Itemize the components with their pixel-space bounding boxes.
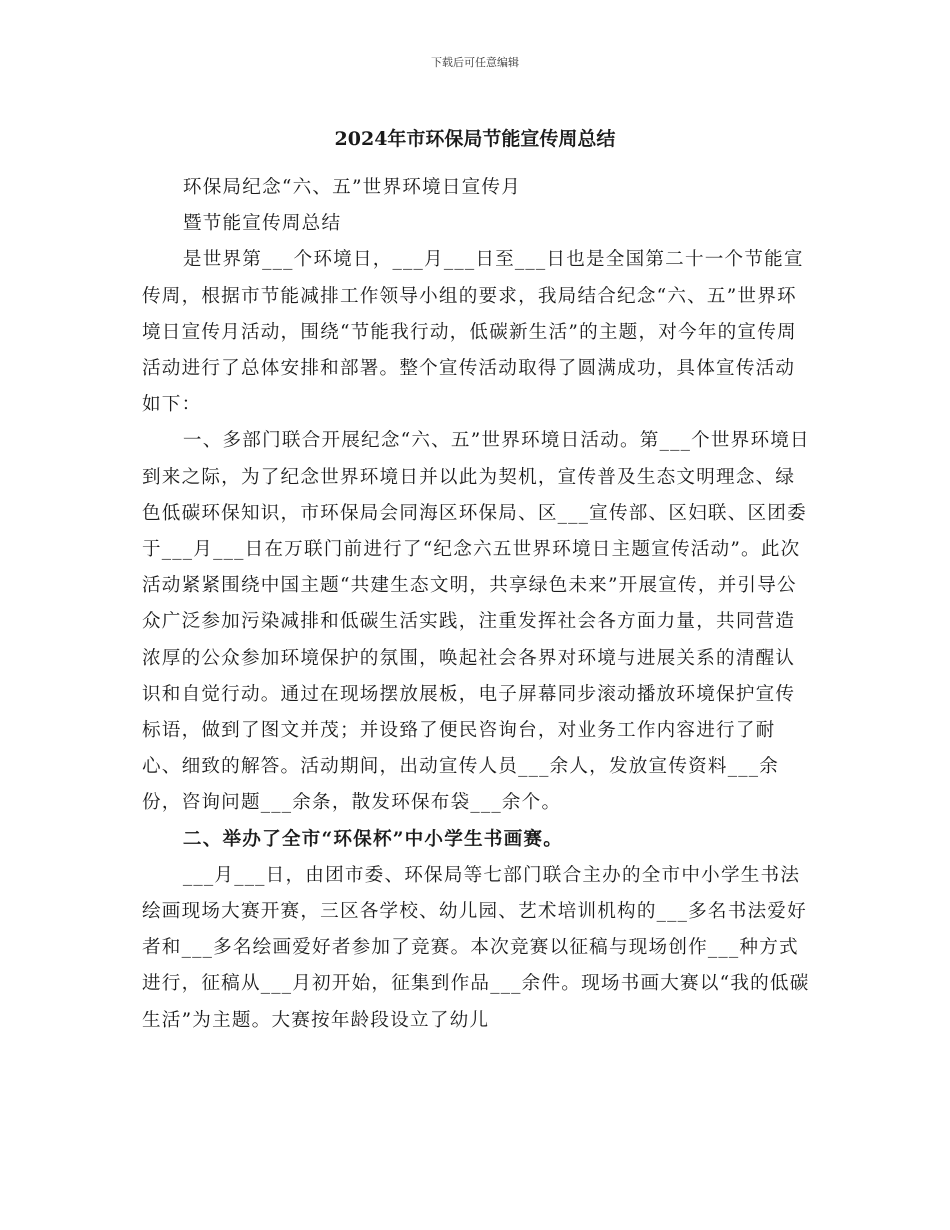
paragraph-subtitle-2: 暨节能宣传周总结	[182, 213, 342, 235]
document-body	[142, 170, 814, 1039]
paragraph-intro: 是世界第___个环境日，___月___日至___日也是全国第二十一个节能宣传周，根据市节能减排工作领导小组的要求，我局结合纪念“六、五”世界环境日宣传月活动，围绕“节能我行动，低碳新生活”的主题，对今年的宣传周活动进行了总体安排和部署。整个宣传活动取得了圆满成功，具体宣传活动如下：	[142, 249, 804, 416]
document-title: 2024年市环保局节能宣传周总结	[334, 128, 616, 150]
paragraph-section-1: 一、多部门联合开展纪念“六、五”世界环境日活动。第___个世界环境日到来之际，为了纪念世界环境日并以此为契机，宣传普及生态文明理念、绿色低碳环保知识，市环保局会同海区环保局、区___宣传部、区妇联、区团委于___月___日在万联门前进行了“纪念六五世界环境日主题宣传活动”。此次活动紧紧围绕中国主题“共建生态文明，共享绿色未来”开展宣传，并引导公众广泛参加污染减排和低碳生活实践，注重发挥社会各方面力量，共同营造浓厚的公众参加环境保护的氛围，唤起社会各界对环境与进展关系的清醒认识和自觉行动。通过在现场摆放展板，电子屏幕同步滚动播放环境保护宣传标语，做到了图文并茂；并设臵了便民咨询台，对业务工作内容进行了耐心、细致的解答。活动期间，出动宣传人员___余人，发放宣传资料___余份，咨询问题___余条，散发环保布袋___余个。	[142, 430, 810, 814]
paragraph-subtitle-1: 环保局纪念“六、五”世界环境日宣传月	[182, 177, 522, 198]
section-heading-2: 二、举办了全市“环保杯”中小学生书画赛。	[182, 828, 563, 850]
paragraph-section-2: ___月___日，由团市委、环保局等七部门联合主办的全市中小学生书法绘画现场大赛开赛，三区各学校、幼儿园、艺术培训机构的___多名书法爱好者和___多名绘画爱好者参加了竞赛。本次竞赛以征稿与现场创作___种方式进行，征稿从___月初开始，征集到作品___余件。现场书画大赛以“我的低碳生活”为主题。大赛按年龄段设立了幼儿	[142, 864, 810, 1031]
header-note: 下载后可任意编辑	[431, 56, 519, 69]
